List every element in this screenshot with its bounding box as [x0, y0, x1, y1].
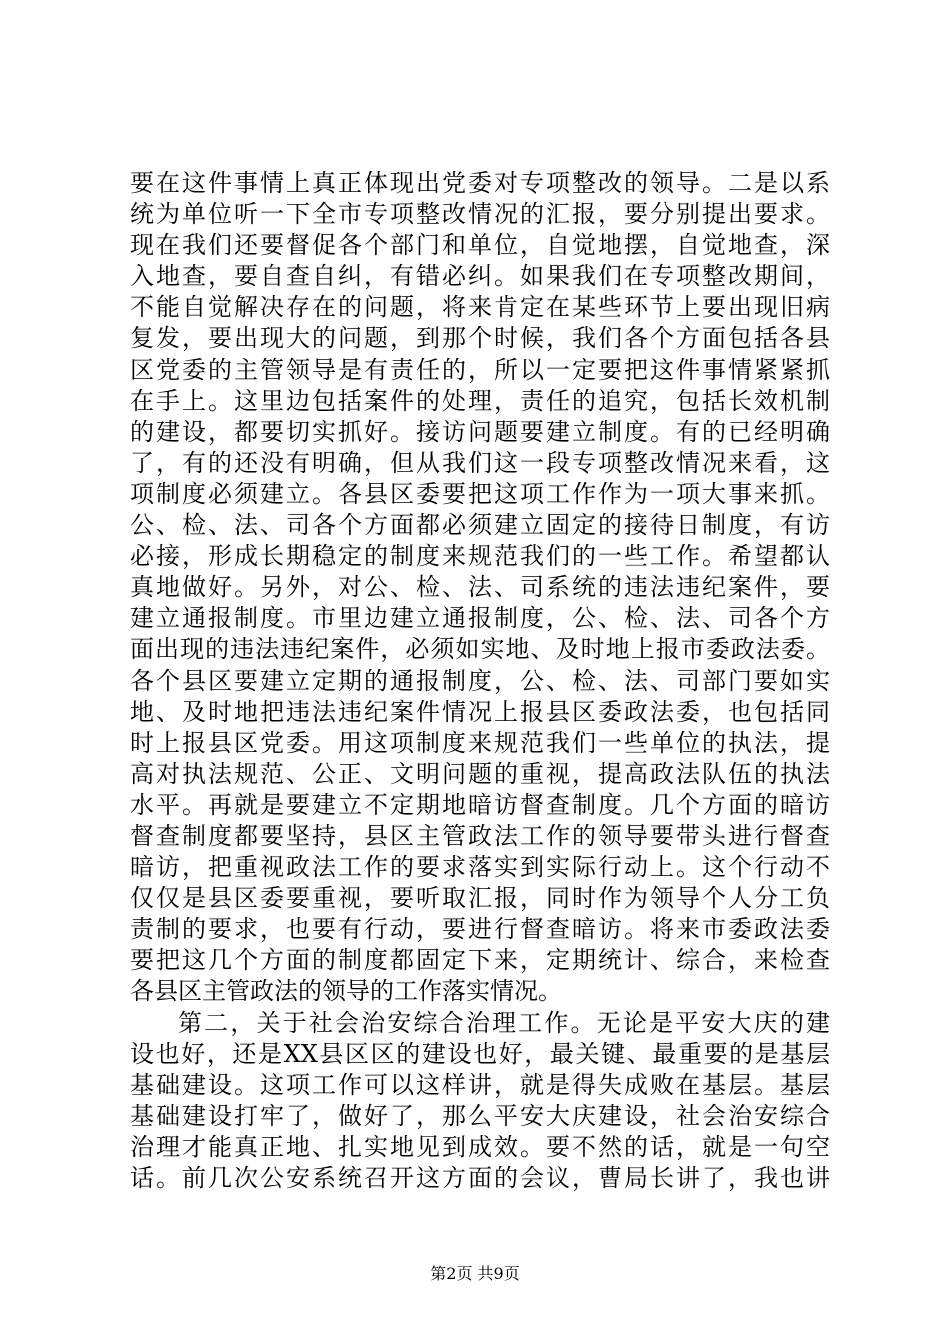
text-line: 真地做好。另外，对公、检、法、司系统的违法违纪案件，要 — [130, 573, 830, 602]
text-line: 公、检、法、司各个方面都必须建立固定的接待日制度，有访 — [130, 511, 830, 540]
text-line: 时上报县区党委。用这项制度来规范我们一些单位的执法，提 — [130, 728, 830, 757]
page-number-footer: 第2页 共9页 — [430, 1264, 520, 1283]
text-line: 建立通报制度。市里边建立通报制度，公、检、法、司各个方 — [130, 604, 830, 633]
text-line: 了，有的还没有明确，但从我们这一段专项整改情况来看，这 — [130, 448, 830, 477]
paragraph-start-line: 第二，关于社会治安综合治理工作。无论是平安大庆的建 — [178, 1008, 830, 1037]
text-line: 水平。再就是要建立不定期地暗访督查制度。几个方面的暗访 — [130, 790, 830, 819]
text-line: 要把这几个方面的制度都固定下来，定期统计、综合，来检查 — [130, 946, 830, 975]
text-line: 督查制度都要坚持，县区主管政法工作的领导要带头进行督查 — [130, 821, 830, 850]
text-line: 复发，要出现大的问题，到那个时候，我们各个方面包括各县 — [130, 324, 830, 353]
text-line: 各个县区要建立定期的通报制度，公、检、法、司部门要如实 — [130, 666, 830, 695]
text-line: 治理才能真正地、扎实地见到成效。要不然的话，就是一句空 — [130, 1132, 830, 1161]
text-line: 设也好，还是XX县区区的建设也好，最关键、最重要的是基层 — [130, 1039, 830, 1068]
text-line: 基础建设。这项工作可以这样讲，就是得失成败在基层。基层 — [130, 1070, 830, 1099]
text-line: 入地查，要自查自纠，有错必纠。如果我们在专项整改期间， — [130, 262, 830, 291]
text-line: 面出现的违法违纪案件，必须如实地、及时地上报市委政法委。 — [130, 635, 830, 664]
text-line: 高对执法规范、公正、文明问题的重视，提高政法队伍的执法 — [130, 759, 830, 788]
text-line: 话。前几次公安系统召开这方面的会议，曹局长讲了，我也讲 — [130, 1164, 830, 1192]
text-line: 仅仅是县区委要重视，要听取汇报，同时作为领导个人分工负 — [130, 884, 830, 913]
text-line: 基础建设打牢了，做好了，那么平安大庆建设，社会治安综合 — [130, 1101, 830, 1130]
text-line: 暗访，把重视政法工作的要求落实到实际行动上。这个行动不 — [130, 853, 830, 882]
text-line: 不能自觉解决存在的问题，将来肯定在某些环节上要出现旧病 — [130, 293, 830, 322]
text-line: 项制度必须建立。各县区委要把这项工作作为一项大事来抓。 — [130, 479, 830, 508]
paragraph-end-line: 各县区主管政法的领导的工作落实情况。 — [130, 977, 562, 1006]
text-line: 统为单位听一下全市专项整改情况的汇报，要分别提出要求。 — [130, 200, 830, 229]
text-line: 地、及时地把违法违纪案件情况上报县区委政法委，也包括同 — [130, 697, 830, 726]
text-line: 在手上。这里边包括案件的处理，责任的追究，包括长效机制 — [130, 386, 830, 415]
text-line: 要在这件事情上真正体现出党委对专项整改的领导。二是以系 — [130, 169, 830, 197]
text-line: 的建设，都要切实抓好。接访问题要建立制度。有的已经明确 — [130, 417, 830, 446]
text-line: 责制的要求，也要有行动，要进行督查暗访。将来市委政法委 — [130, 915, 830, 944]
document-body — [130, 168, 830, 1194]
text-line: 区党委的主管领导是有责任的，所以一定要把这件事情紧紧抓 — [130, 355, 830, 384]
text-line: 必接，形成长期稳定的制度来规范我们的一些工作。希望都认 — [130, 542, 830, 571]
text-line: 现在我们还要督促各个部门和单位，自觉地摆，自觉地查，深 — [130, 231, 830, 260]
